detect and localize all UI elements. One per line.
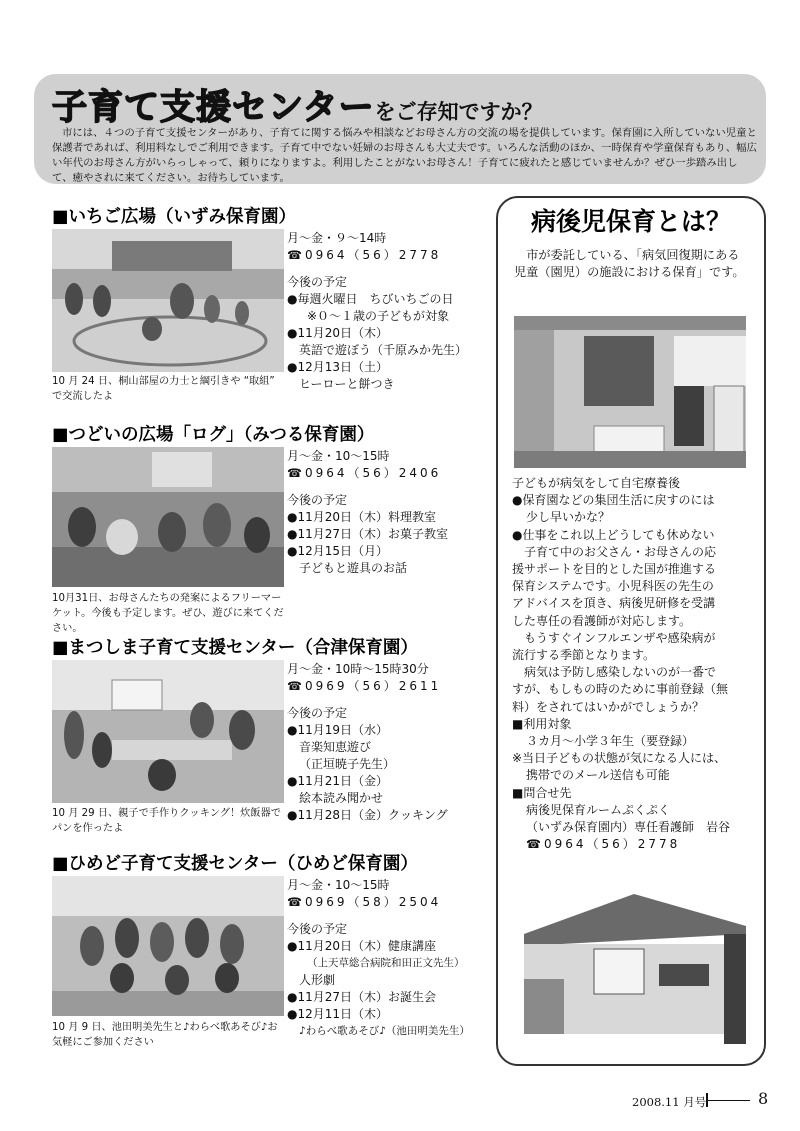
footer-rule — [706, 1100, 750, 1101]
info-ichigo — [287, 230, 487, 393]
schedule-line: （正垣暁子先生） — [299, 757, 396, 771]
schedule-line: ●12月15日（月） — [287, 544, 389, 558]
schedule-label-log: 今後の予定 — [287, 493, 348, 507]
sidebar-line: ■利用対象 — [512, 716, 572, 731]
schedule-line: ●12月13日（土） — [287, 360, 389, 374]
sidebar-line: 病気は予防し感染しないのが一番で — [524, 665, 717, 680]
photo-cooking — [52, 660, 284, 803]
tel-log: ☎0964（56）2406 — [287, 466, 442, 480]
schedule-line: 音楽知恵遊び — [299, 740, 372, 754]
sidebar-line: アドバイスを頂き、病後児研修を受講 — [512, 596, 716, 611]
photo-caption-log: 10月31日、お母さんたちの発案によるフリーマーケット。今後も予定します。ぜひ、遊びに来てください。 — [52, 593, 284, 634]
schedule-line: ●11月20日（木） — [287, 326, 389, 340]
schedule-line: ●毎週火曜日 ちびいちごの日 — [287, 292, 454, 306]
sidebar-line: 流行する季節となります。 — [512, 648, 656, 663]
sidebar-body — [512, 475, 758, 853]
schedule-line: ♪わらべ歌あそび♪（池田明美先生） — [299, 1025, 470, 1037]
info-matsushima — [287, 661, 487, 824]
tel-himedo: ☎0969（58）2504 — [287, 895, 442, 909]
sidebar-line: ●仕事をこれ以上どうしても休めない — [512, 527, 715, 542]
page-number: 8 — [758, 1089, 769, 1108]
hours-ichigo: 月～金・９～14時 — [287, 231, 387, 245]
schedule-line: 人形劇 — [299, 973, 336, 987]
photo-flea-market — [52, 447, 284, 587]
schedule-line: ●11月21日（金） — [287, 774, 389, 788]
photo-nursery-room — [514, 316, 746, 468]
tel-ichigo: ☎0964（56）2778 — [287, 248, 442, 262]
sidebar-line: ■問合せ先 — [512, 785, 572, 800]
section-title-log: ■つどいの広場「ログ」（みつる保育園） — [52, 425, 375, 445]
sidebar-line: 携帯でのメール送信も可能 — [526, 768, 670, 783]
photo-building — [514, 894, 746, 1044]
sidebar-line: 料）をされてはいかがでしょうか？ — [512, 699, 705, 714]
schedule-label-himedo: 今後の予定 — [287, 922, 348, 936]
photo-group — [52, 876, 284, 1016]
sidebar-line: 少し早いかな？ — [526, 510, 611, 525]
page-title-main: 子育て支援センター — [52, 88, 375, 128]
hours-himedo: 月～金・10～15時 — [287, 878, 390, 892]
intro-text: 市には、４つの子育て支援センターがあり、子育てに関する悩みや相談などお母さん方の交流の場を提供しています。保育園に入所していない児童と保護者であれば、利用料なしでご利用できます。子育て中でない妊婦のお母さんも大丈夫です。いろんな活動のほか、一時保育や学童保育もあり、幅広い年代のお母さん方がいらっしゃって、頼りになりますよ。利用したことがないお母さん！子育てに疲れたと感じていませんか？ぜひ一歩踏み出して、癒やされに来てください。お待ちしています。 — [52, 127, 757, 184]
section-title-matsushima: ■まつしま子育て支援センター（合津保育園） — [52, 638, 418, 658]
section-title-ichigo: ■いちご広場（いずみ保育園） — [52, 207, 297, 227]
sidebar-line: 病後児保育ルームぷくぷく — [526, 802, 671, 817]
hours-log: 月～金・10～15時 — [287, 449, 390, 463]
schedule-label-matsushima: 今後の予定 — [287, 706, 348, 720]
sidebar-tel: ☎0964（56）2778 — [526, 837, 681, 852]
schedule-line: ●11月20日（木）健康講座 — [287, 939, 437, 953]
info-log — [287, 448, 487, 577]
page-title — [52, 80, 543, 130]
tel-matsushima: ☎0969（56）2611 — [287, 679, 442, 693]
photo-caption-matsushima: 10 月 29 日、親子で手作りクッキング！炊飯器でパンを作ったよ — [52, 808, 281, 834]
sidebar-title: 病後児保育とは？ — [530, 207, 731, 236]
info-himedo — [287, 877, 487, 1040]
sidebar-line: すが、もしもの時のために事前登録（無 — [512, 682, 729, 697]
footer-issue: 2008.11 月号 — [632, 1095, 707, 1109]
page-title-suffix: をご存知ですか？ — [374, 100, 543, 124]
schedule-line: 子どもと遊具のお話 — [299, 561, 408, 575]
photo-caption-himedo: 10 月 9 日、池田明美先生と♪わらべ歌あそび♪お気軽にご参加ください — [52, 1022, 278, 1048]
hours-matsushima: 月～金・10時～15時30分 — [287, 662, 429, 676]
schedule-line: 英語で遊ぼう（千原みか先生） — [299, 343, 468, 357]
schedule-line: ●11月20日（木）料理教室 — [287, 510, 437, 524]
sidebar-line: 子どもが病気をして自宅療養後 — [512, 476, 681, 490]
sidebar-intro-text: 市が委託している、「病気回復期にある児童（園児）の施設における保育」です。 — [514, 248, 745, 279]
sidebar-line: もうすぐインフルエンザや感染病が — [524, 630, 716, 645]
schedule-line: ●11月27日（木）お菓子教室 — [287, 527, 449, 541]
schedule-line: （上天草総合病院和田正文先生） — [307, 957, 465, 969]
sidebar-line: ※当日子どもの状態が気になる人には、 — [512, 751, 727, 766]
sidebar-line: 子育て中のお父さん・お母さんの応 — [524, 544, 717, 559]
sidebar-line: 保育システムです。小児科医の先生の — [512, 579, 714, 594]
schedule-line: 絵本読み聞かせ — [299, 791, 384, 805]
section-title-himedo: ■ひめど子育て支援センター（ひめど保育園） — [52, 854, 418, 874]
sidebar-line: 援サポートを目的とした国が推進する — [512, 562, 717, 577]
schedule-line: ※０～１歳の子どもが対象 — [307, 309, 450, 323]
sidebar-line: ３カ月～小学３年生（要登録） — [526, 734, 695, 749]
sidebar-line: （いずみ保育園内）専任看護師 岩谷 — [526, 820, 731, 835]
schedule-label-ichigo: 今後の予定 — [287, 275, 348, 289]
schedule-line: ●11月19日（水） — [287, 723, 389, 737]
sidebar-intro — [514, 247, 750, 281]
schedule-line: ヒーローと餅つき — [299, 377, 395, 391]
intro-paragraph — [52, 126, 758, 186]
sidebar-line: した専任の看護師が対応します。 — [512, 613, 692, 628]
schedule-line: ●11月27日（木）お誕生会 — [287, 990, 437, 1004]
photo-caption-ichigo: 10 月 24 日、桐山部屋の力士と綱引きや “取組” で交流したよ — [52, 376, 275, 402]
schedule-line: ●12月11日（木） — [287, 1007, 389, 1021]
photo-sumo-event — [52, 229, 284, 372]
sidebar-line: ●保育園などの集団生活に戻すのには — [512, 493, 715, 508]
schedule-line: ●11月28日（金）クッキング — [287, 808, 448, 822]
